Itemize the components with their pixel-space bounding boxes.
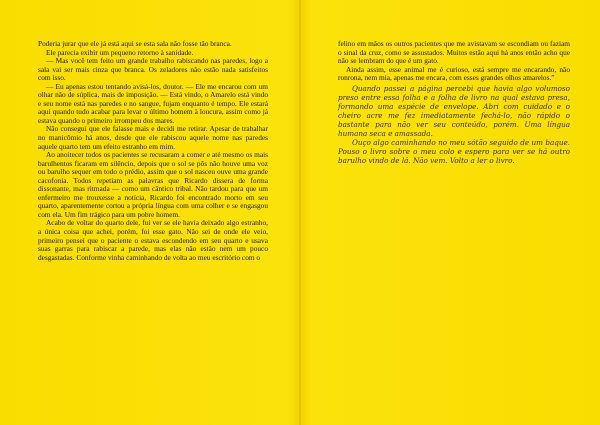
- left-paragraph-5: Não consegui que ele falasse mais e decidi me retirar. Apesar de trabalhar no manicômio há anos, desde que ele rabiscou aquele nome nas paredes aquele quarto tem um efeito estranho em mim.: [38, 124, 268, 151]
- handwritten-note: [338, 84, 570, 166]
- left-page: [38, 40, 268, 262]
- left-paragraph-1: Poderia jurar que ele já está aqui se esta sala não fosse tão branca.: [38, 39, 232, 48]
- handwritten-paragraph-1: Quando passei a página percebi que havia algo volumoso preso entre essa folha e a folha de livro na qual estava presa, formando uma espécie de envelope. Abri com cuidado e o cheiro acre me fez imediatamente fechá-lo, não rápido o bastante para não ver seu conteúdo, porém. Uma língua humana seca e amassada.: [338, 83, 570, 139]
- book-gutter: [299, 0, 301, 425]
- right-paragraph-2: Ainda assim, esse animal me é curioso, está sempre me encarando, não ronrona, nem mia, apenas me encara, com esses grandes olhos amarelos.”: [338, 64, 570, 83]
- handwritten-paragraph-2: Ouço algo caminhando no meu sótão seguido de um baque. Pouso o livro sobre o meu colo e espero para ver se há outro barulho vindo de lá. Não vem. Volto a ler o livro.: [338, 138, 570, 166]
- right-page: [338, 40, 570, 166]
- left-paragraph-4: — Eu apenas estou tentando avisá-los, doutor. — Ele me encarou com um olhar não de súplica, mais de imposição. — Está vindo, o Amarelo está vindo e seu nome está nas paredes e no sangue, fujam enquanto é tempo. Ele estará aqui quando tudo acabar para levar o último homem à loucura, assim como já estava quando o primeiro irrompeu dos mares.: [38, 81, 268, 125]
- left-paragraph-6: Ao anoitecer todos os pacientes se recusaram a comer e até mesmo os mais barulhentos ficaram em silêncio, depois que o sol se pôs não houve uma voz ou barulho sequer em todo o prédio, assim que o sol nasceu ouve uma grande cacofonia. Todos repetiam as palavras que Ricardo dissera de forma dissonante, mas ritmada — como um cântico tribal. Não tardou para que um enfermeiro me trouxesse a notícia, Ricardo foi encontrado morto em seu quarto, aparentemente cortou a própria língua com uma colher e se engasgou com ela. Um fim trágico para um pobre homem.: [38, 150, 268, 219]
- left-paragraph-3: — Mas você tem feito um grande trabalho rabiscando nas paredes, logo a sala vai ser mais cinza que branca. Os zeladores não estão nada satisfeitos com isso.: [38, 56, 268, 83]
- left-paragraph-2: Ele parecia exibir um pequeno retorno à sanidade.: [46, 47, 194, 57]
- right-paragraph-1: felino em mãos os outros pacientes que me avistavam se escondiam ou faziam o sinal da cruz, como se assustados. Muitos estão aqui há anos então acho que não se lembram do que é um gato.: [338, 39, 570, 66]
- left-paragraph-7: Acabo de voltar do quarto dele, fui ver se ele havia deixado algo estranho, a única coisa que achei, porém, foi esse gato. Não sei de onde ele veio, primeiro pensei que o paciente o estava escondendo em seu quarto e usava suas garras para rabiscar a parede, mas elas não estão nem um pouco desgastadas. Conforme vinha caminhando de volta ao meu escritório com o: [38, 218, 268, 262]
